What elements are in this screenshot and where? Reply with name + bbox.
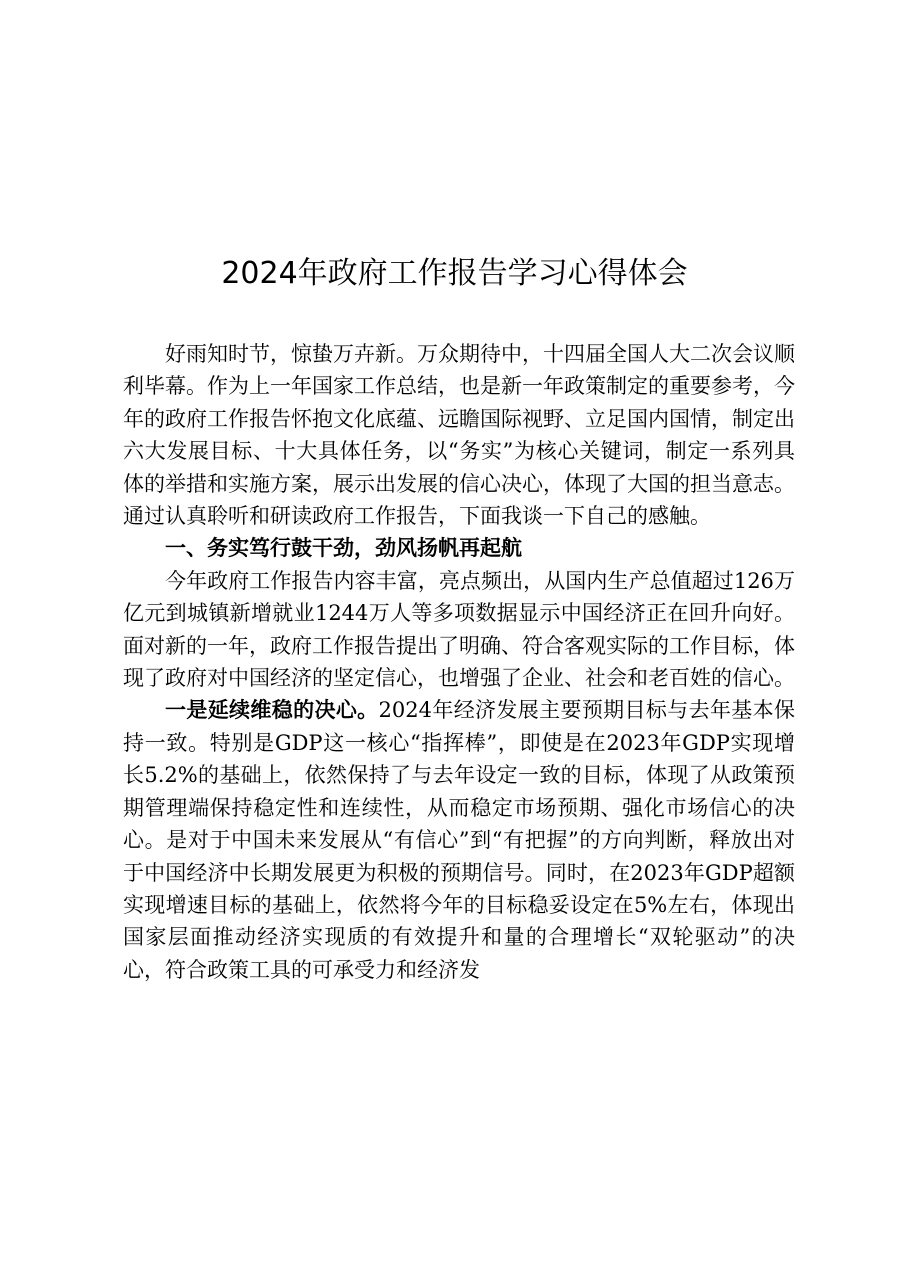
paragraph-economy: 今年政府工作报告内容丰富，亮点频出，从国内生产总值超过126万亿元到城镇新增就业1244万人等多项数据显示中国经济正在回升向好。面对新的一年，政府工作报告提出了明确、符合客观实际的工作目标，体现了政府对中国经济的坚定信心，也增强了企业、社会和老百姓的信心。 [123,568,795,691]
paragraph-intro: 好雨知时节，惊蛰万卉新。万众期待中，十四届全国人大二次会议顺利毕幕。作为上一年国家工作总结，也是新一年政策制定的重要参考，今年的政府工作报告怀抱文化底蕴、远瞻国际视野、立足国内国情，制定出六大发展目标、十大具体任务，以“务实”为核心关键词，制定一系列具体的举措和实施方案，展示出发展的信心决心，体现了大国的担当意志。通过认真聆听和研读政府工作报告，下面我谈一下自己的感触。 [123,342,795,529]
document-title: 2024年政府工作报告学习心得体会 [221,256,688,291]
document-body [123,338,795,986]
paragraph-stability-body: 2024年经济发展主要预期目标与去年基本保持一致。特别是GDP这一核心“指挥棒”，即使是在2023年GDP实现增长5.2%的基础上，依然保持了与去年设定一致的目标，体现了从政策预期管理端保持稳定性和连续性，从而稳定市场预期、强化市场信心的决心。是对于中国未来发展从“有信心”到“有把握”的方向判断，释放出对于中国经济中长期发展更为积极的预期信号。同时，在2023年GDP超额实现增速目标的基础上，依然将今年的目标稳妥设定在5%左右，体现出国家层面推动经济实现质的有效提升和量的合理增长“双轮驱动”的决心，符合政策工具的可承受力和经济发 [123,698,795,982]
paragraph-stability [123,694,795,986]
section-heading-1: 一、务实笃行鼓干劲，劲风扬帆再起航 [165,536,522,561]
paragraph-lead: 一是延续维稳的决心。 [165,698,379,723]
